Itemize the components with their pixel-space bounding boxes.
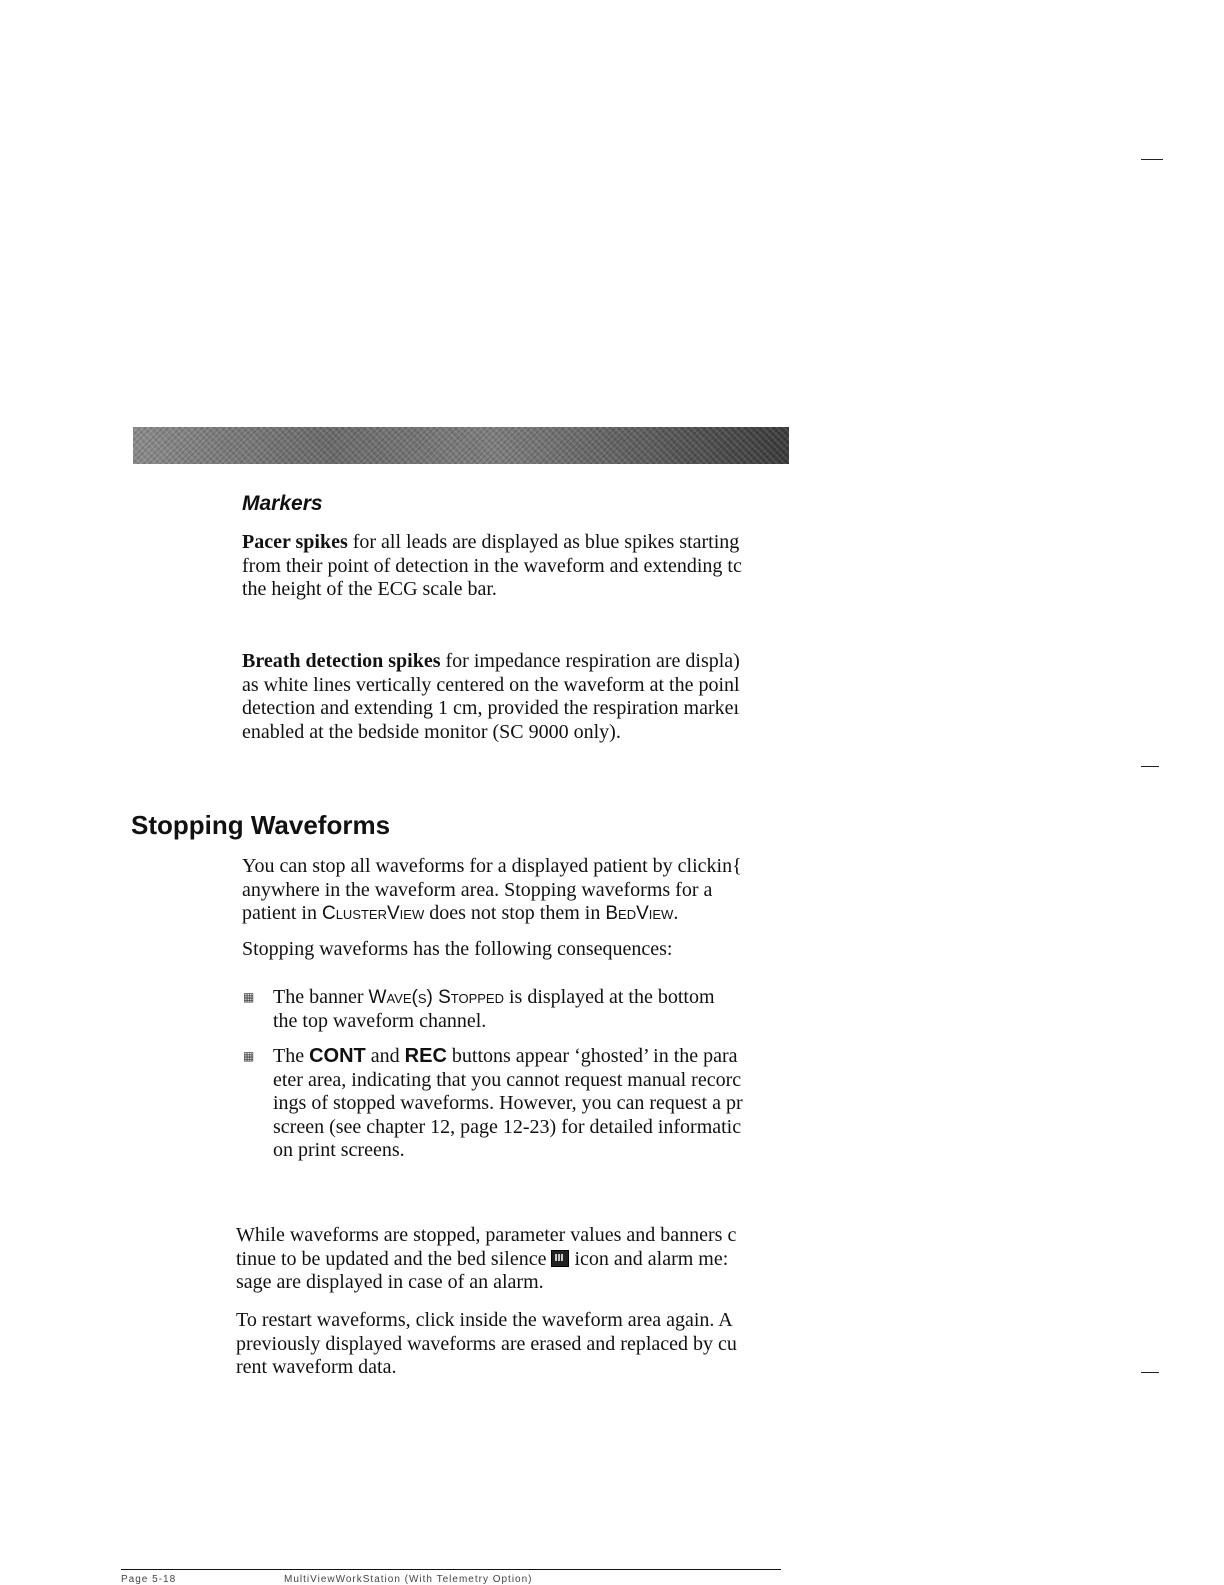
margin-mark xyxy=(1141,159,1163,160)
consequences-intro: Stopping waveforms has the following consequences: xyxy=(242,938,673,960)
bullet-ghosted-buttons: The CONT and REC buttons appear ‘ghosted’ in the para eter area, indicating that you cannot request manual recorc ings of stopped waveforms. However, you can request a pr screen (see chapter 12, page 12-23) for detailed informatic on print screens. xyxy=(273,1045,743,1161)
bedview-term: BedView xyxy=(605,903,674,924)
cont-term: CONT xyxy=(309,1045,366,1067)
margin-mark xyxy=(1141,766,1159,767)
footer-title: MultiViewWorkStation (With Telemetry Option) xyxy=(284,1574,533,1585)
breath-spikes-paragraph: Breath detection spikes for impedance respiration are displa) as white lines vertically centered on the waveform at the poinl detection and extending 1 cm, provided the respiration markeı enabled at the bedside monitor (SC 9000 only). xyxy=(242,650,740,743)
clusterview-term: ClusterView xyxy=(321,903,425,924)
while-stopped-paragraph: While waveforms are stopped, parameter values and banners c tinue to be updated and the bed silence icon and alarm me: sage are displayed in case of an alarm. xyxy=(236,1224,737,1293)
wave-stopped-term: Wave(s) Stopped xyxy=(368,987,504,1008)
bullet-banner-stopped: The banner Wave(s) Stopped is displayed at the bottom the top waveform channel. xyxy=(273,986,715,1032)
footer-rule xyxy=(121,1569,781,1570)
footer-page-number: Page 5-18 xyxy=(121,1574,177,1585)
markers-heading: Markers xyxy=(242,492,323,515)
pacer-spikes-term: Pacer spikes xyxy=(242,531,348,553)
restart-paragraph: To restart waveforms, click inside the waveform area again. A previously displayed waveforms are erased and replaced by cu rent waveform data. xyxy=(236,1309,737,1378)
square-bullet-icon: ▦ xyxy=(243,990,255,1004)
rec-term: REC xyxy=(404,1045,447,1067)
stopping-intro-paragraph: You can stop all waveforms for a displayed patient by clickin{ anywhere in the waveform area. Stopping waveforms for a patient in ClusterView does not stop them in BedView. xyxy=(242,855,742,924)
pacer-spikes-paragraph: Pacer spikes for all leads are displayed as blue spikes starting from their point of detection in the waveform and extending tc the height of the ECG scale bar. xyxy=(242,531,742,600)
margin-mark xyxy=(1141,1372,1159,1373)
section-banner xyxy=(133,427,789,464)
breath-spikes-term: Breath detection spikes xyxy=(242,650,441,672)
section-title: Stopping Waveforms xyxy=(131,810,391,840)
square-bullet-icon: ▦ xyxy=(243,1049,255,1063)
bed-silence-icon xyxy=(551,1250,569,1267)
